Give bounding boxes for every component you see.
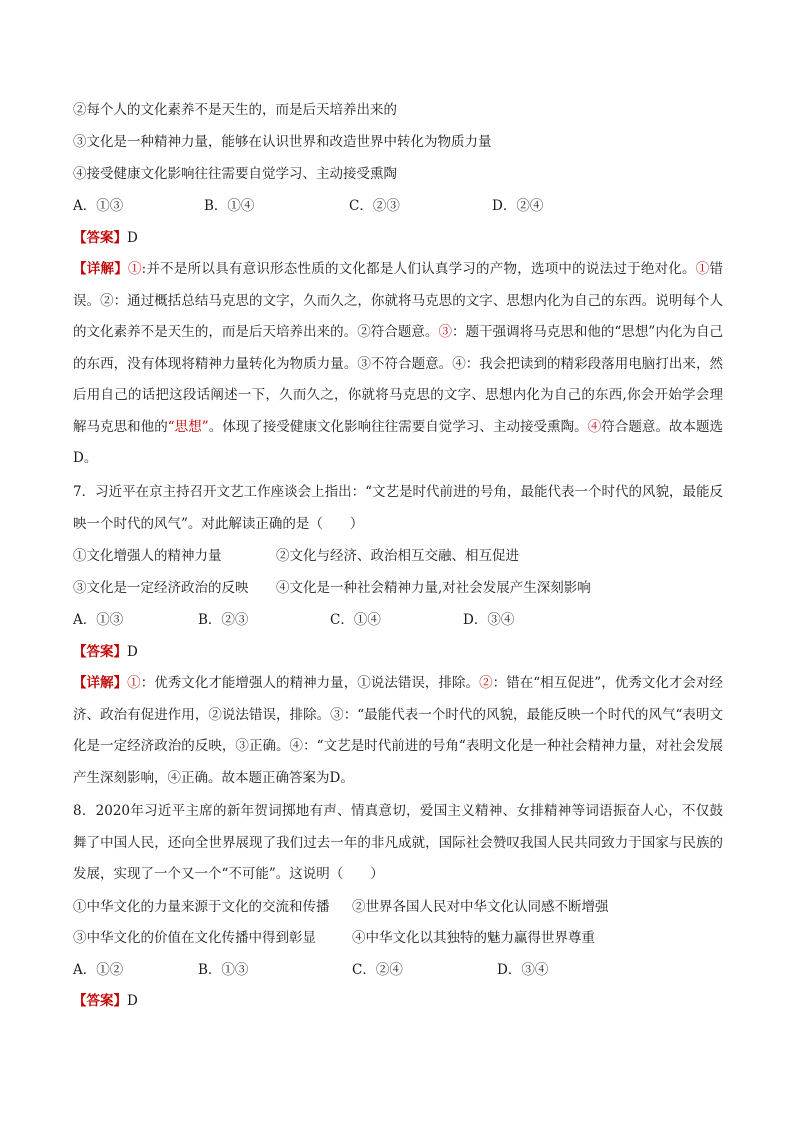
q8-option-d: D．③④ — [497, 962, 549, 978]
q7-item-4: ④文化是一种社会精神力量,对社会发展产生深刻影响 — [276, 580, 591, 596]
answer-value: D — [127, 993, 138, 1009]
q6-item-4: ④接受健康文化影响往往需要自觉学习、主动接受熏陶 — [73, 166, 397, 182]
q6-item-3: ③文化是一种精神力量，能够在认识世界和改造世界中转化为物质力量 — [73, 134, 492, 150]
q6-option-d: D．②④ — [492, 198, 544, 214]
q7-answer — [73, 643, 138, 661]
q7-option-a: A．①③ — [73, 612, 124, 628]
analysis-body — [73, 675, 723, 786]
analysis-run: ② — [479, 675, 493, 691]
q7-option-d: D．③④ — [463, 612, 515, 628]
analysis-run: 并不是所以具有意识形态性质的文化都是人们认真学习的产物，选项中的说法过于绝对化。 — [146, 261, 696, 277]
q8-item-1: ①中华文化的力量来源于文化的交流和传播 — [73, 899, 330, 915]
analysis-run: ③ — [438, 324, 452, 340]
analysis-tag: 【详解】 — [73, 675, 128, 691]
q6-answer — [73, 229, 138, 247]
analysis-run: ① — [695, 261, 710, 277]
analysis-run: 。体现了接受健康文化影响往往需要自觉学习、主动接受熏陶。 — [208, 418, 588, 435]
answer-tag: 【答案】 — [73, 230, 127, 246]
q7-item-3: ③文化是一定经济政治的反映 — [73, 580, 249, 596]
analysis-run: ：错在“相互促进”，优秀文化才会对经济、政治有促进作用，②说法错误，排除。③：“最能代表一个时代的风貌，最能反映一个时代的风气“表明文化是一定经济政治的反映，③正确。④：“文艺是时代前进的号角“表明文化是一种社会精神力量，对社会发展产生深刻影响，④正确。故本题正确答案为D。 — [73, 675, 724, 786]
analysis-run: 符合题意。故本题选D。 — [73, 418, 724, 466]
q8-item-2: ②世界各国人民对中华文化认同感不断增强 — [352, 899, 609, 915]
q6-item-2: ②每个人的文化素养不是天生的，而是后天培养出来的 — [73, 102, 397, 118]
answer-value: D — [127, 644, 138, 660]
analysis-run: ：优秀文化才能增强人的精神力量，①说法错误，排除。 — [140, 675, 480, 691]
answer-value: D — [127, 230, 138, 246]
q8-option-a: A．①② — [73, 962, 124, 978]
q6-option-b: B．①④ — [204, 198, 255, 214]
q8-answer — [73, 992, 138, 1010]
q7-stem: 7．习近平在京主持召开文艺工作座谈会上指出：“文艺是时代前进的号角，最能代表一个时代的风貌，最能反映一个时代的风气”。对此解读正确的是（ ） — [73, 484, 723, 532]
q7-analysis — [73, 668, 723, 794]
analysis-run: “思想” — [167, 418, 209, 435]
q6-option-c: C．②③ — [349, 198, 400, 214]
answer-tag: 【答案】 — [73, 644, 127, 660]
q8-option-c: C．②④ — [352, 962, 403, 978]
q7-item-1: ①文化增强人的精神力量 — [73, 548, 222, 564]
analysis-run: ④ — [587, 418, 602, 435]
analysis-body — [73, 261, 723, 466]
q8-stem: 8．2020年习近平主席的新年贺词掷地有声、情真意切，爱国主义精神、女排精神等词语振奋人心，不仅鼓舞了中国人民，还向全世界展现了我们过去一年的非凡成就，国际社会赞叹我国人民共同致力于国家与民族的发展，实现了一个又一个“不可能”。这说明（ ） — [73, 803, 723, 882]
analysis-tag: 【详解】 — [73, 261, 128, 277]
q7-item-2: ②文化与经济、政治相互交融、相互促进 — [276, 548, 519, 564]
answer-tag: 【答案】 — [73, 993, 127, 1009]
q6-option-a: A．①③ — [73, 198, 124, 214]
analysis-run: ：题干强调将马克思和他的“思想”内化为自己的东西，没有体现将精神力量转化为物质力量。③不符合题意。④：我会把读到的精彩段落用电脑打出来，然后用自己的话把这段话阐述一下，久而久之，你就将马克思的文字、思想内化为自己的东西,你会开始学会理解马克思和他的 — [73, 324, 724, 435]
analysis-run: 错误。②：通过概括总结马克思的文字，久而久之，你就将马克思的文字、思想内化为自己的东西。说明每个人的文化素养不是天生的，而是后天培养出来的。②符合题意。 — [73, 261, 723, 340]
q6-analysis — [73, 254, 723, 475]
q8-option-b: B．①③ — [198, 962, 249, 978]
q7-option-b: B．②③ — [198, 612, 249, 628]
analysis-run: ①: — [127, 261, 147, 277]
q8-item-4: ④中华文化以其独特的魅力赢得世界尊重 — [352, 930, 595, 946]
analysis-run: ① — [127, 675, 141, 691]
q7-option-c: C．①④ — [330, 612, 381, 628]
q8-item-3: ③中华文化的价值在文化传播中得到彰显 — [73, 930, 316, 946]
